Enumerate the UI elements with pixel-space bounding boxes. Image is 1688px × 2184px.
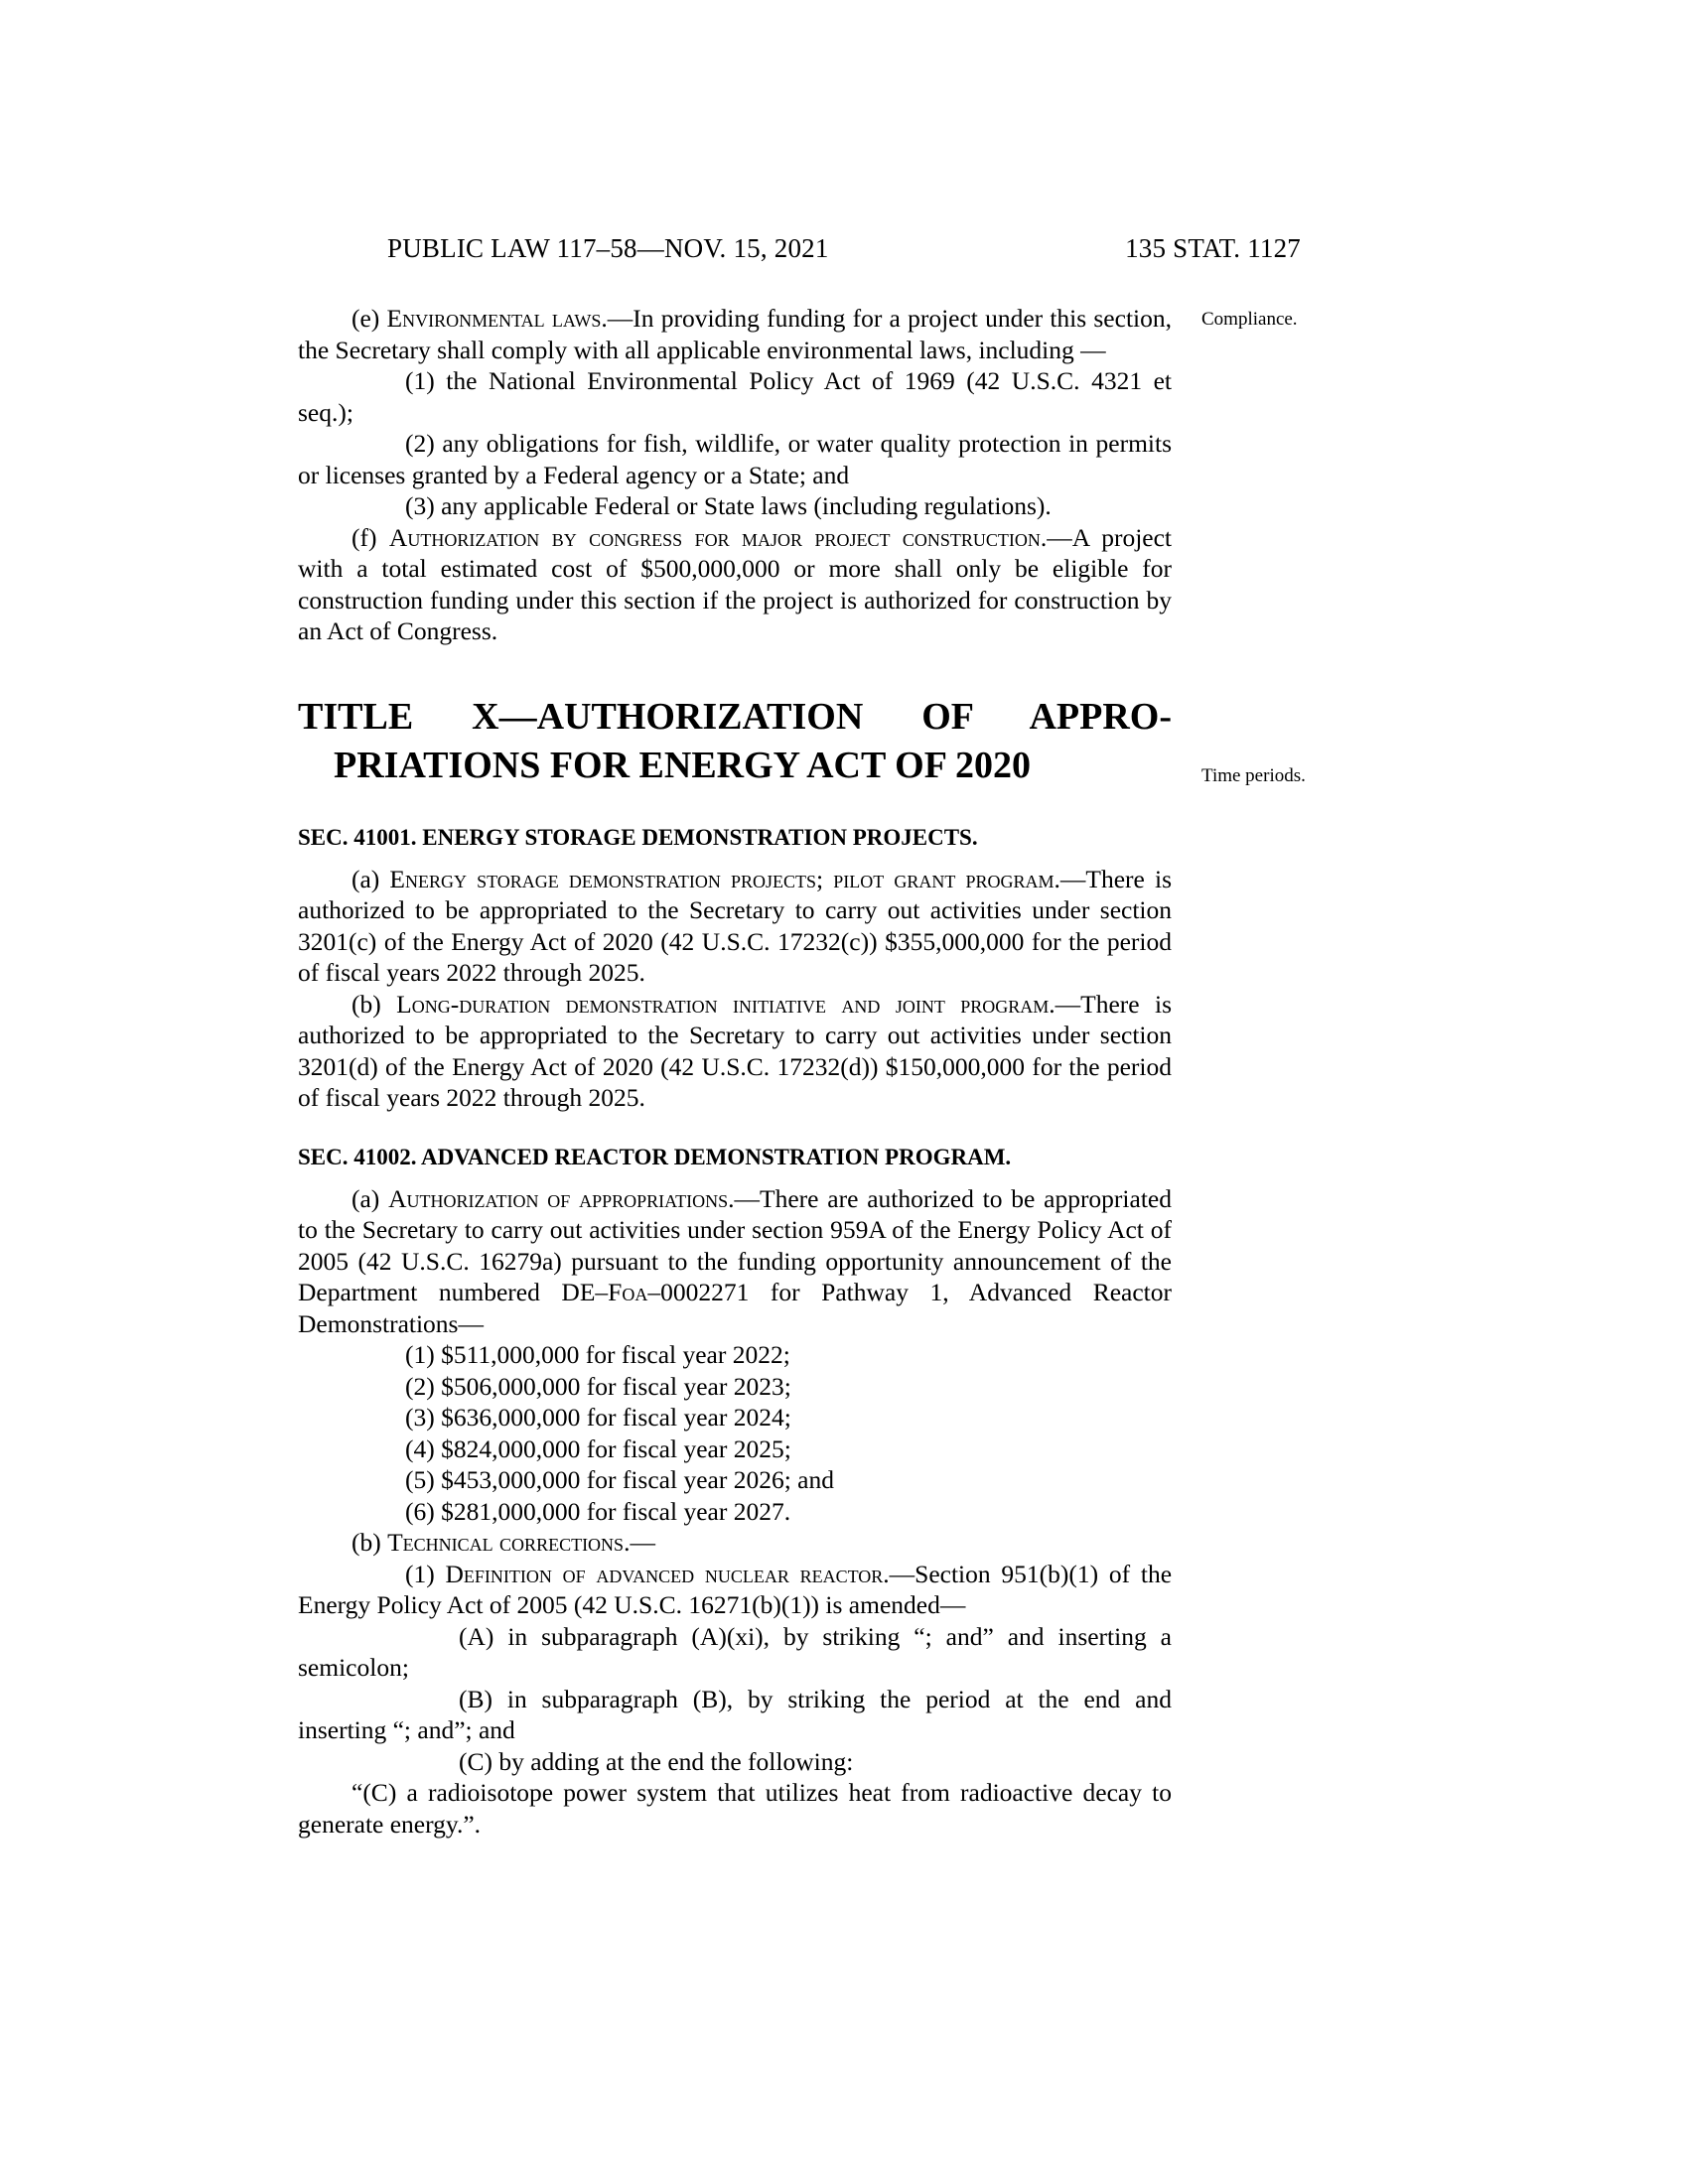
title-x-line-1: TITLE X—AUTHORIZATION OF APPRO- xyxy=(298,695,1172,738)
section-41002-paragraph-b: (b) Technical corrections.— xyxy=(352,1528,655,1557)
section-41002-paragraph-b-1-B: (B) in subparagraph (B), by striking the period at the end and inserting “; and”; and xyxy=(298,1684,1172,1744)
section-41001-heading: SEC. 41001. ENERGY STORAGE DEMONSTRATION PROJECTS. xyxy=(298,824,978,850)
section-41002-item-3: (3) $636,000,000 for fiscal year 2024; xyxy=(405,1403,791,1432)
section-41001-paragraph-b: (b) Long-duration demonstration initiative and joint program.—There is authorized to be appropriated to the Secretary to carry out activities under section 3201(d) of the Energy Act of 2020 (42 U.S.C. 17232(d)) $150,000,000 for the period of fiscal years 2022 through 2025. xyxy=(298,989,1172,1112)
title-x-line-2: PRIATIONS FOR ENERGY ACT OF 2020 xyxy=(334,744,1032,786)
section-41002-item-6: (6) $281,000,000 for fiscal year 2027. xyxy=(405,1496,791,1526)
paragraph-f: (f) Authorization by congress for major project construction.—A project with a total estimated cost of $500,000,000 or more shall only be eligible for construction funding under this section if the project is authorized for construction by an Act of Congress. xyxy=(298,522,1173,645)
paragraph-e-3: (3) any applicable Federal or State laws (including regulations). xyxy=(405,491,1052,520)
paragraph-e: (e) Environmental laws.—In providing funding for a project under this section, the Secretary shall comply with all applicable environmental laws, including — xyxy=(298,304,1172,364)
section-41001-paragraph-a: (a) Energy storage demonstration projects; pilot grant program.—There is authorized to be appropriated to the Secretary to carry out activities under section 3201(c) of the Energy Act of 2020 (42 U.S.C. 17232(c)) $355,000,000 for the period of fiscal years 2022 through 2025. xyxy=(298,864,1172,987)
paragraph-e-1: (1) the National Environmental Policy Act of 1969 (42 U.S.C. 4321 et seq.); xyxy=(298,366,1172,427)
running-head-inner xyxy=(387,233,1301,264)
running-head-left: PUBLIC LAW 117–58—NOV. 15, 2021 xyxy=(387,233,829,263)
section-41002-paragraph-b-1-A: (A) in subparagraph (A)(xi), by striking “; and” and inserting a semicolon; xyxy=(298,1621,1172,1682)
section-41002-item-4: (4) $824,000,000 for fiscal year 2025; xyxy=(405,1433,791,1463)
paragraph-e-2: (2) any obligations for fish, wildlife, or water quality protection in permits or licenses granted by a Federal agency or a State; and xyxy=(298,429,1172,489)
section-41002-paragraph-b-1: (1) Definition of advanced nuclear reactor.—Section 951(b)(1) of the Energy Policy Act of 2005 (42 U.S.C. 16271(b)(1)) is amended— xyxy=(298,1559,1173,1619)
section-41002-paragraph-b-1-C: (C) by adding at the end the following: xyxy=(459,1746,854,1776)
section-41002-item-5: (5) $453,000,000 for fiscal year 2026; and xyxy=(405,1465,834,1494)
running-head xyxy=(0,233,1688,264)
section-41002-quote-C: “(C) a radioisotope power system that utilizes heat from radioactive decay to generate energy.”. xyxy=(298,1778,1172,1839)
main-text-column xyxy=(298,303,1172,1840)
sidenote-compliance: Compliance. xyxy=(1201,309,1298,330)
section-41002-heading: SEC. 41002. ADVANCED REACTOR DEMONSTRATION PROGRAM. xyxy=(298,1144,1012,1169)
title-x-heading xyxy=(298,693,1172,790)
section-41002-item-2: (2) $506,000,000 for fiscal year 2023; xyxy=(405,1371,791,1401)
sidenote-time-periods: Time periods. xyxy=(1201,765,1306,786)
section-41002-item-1: (1) $511,000,000 for fiscal year 2022; xyxy=(405,1340,790,1369)
section-41002-paragraph-a: (a) Authorization of appropriations.—There are authorized to be appropriated to the Secretary to carry out activities under section 959A of the Energy Policy Act of 2005 (42 U.S.C. 16279a) pursuant to the funding opportunity announcement of the Department numbered DE–Foa–0002271 for Pathway 1, Advanced Reactor Demonstrations— xyxy=(298,1183,1172,1338)
running-head-right: 135 STAT. 1127 xyxy=(1125,233,1301,263)
